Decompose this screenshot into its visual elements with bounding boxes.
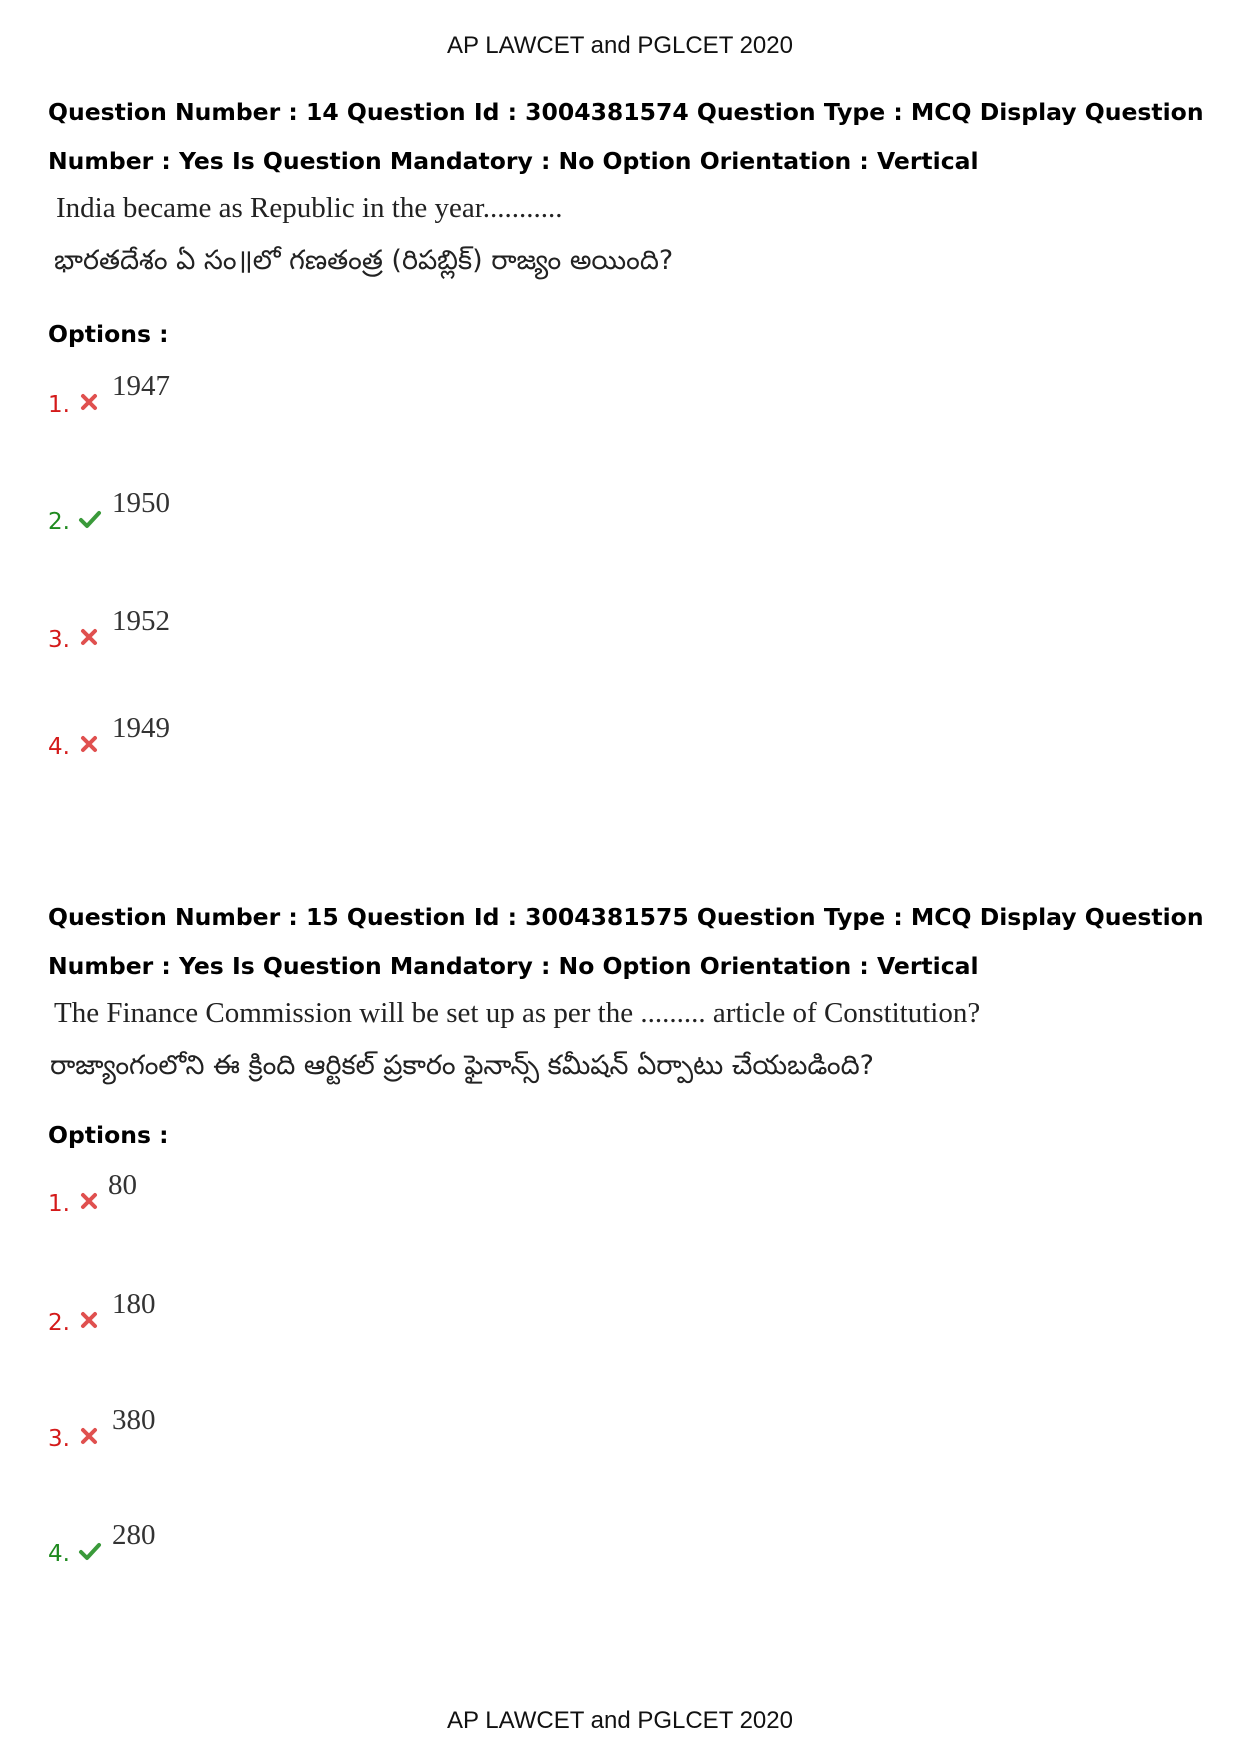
cross-icon	[78, 733, 100, 755]
cross-icon	[78, 626, 100, 648]
question-text-english: The Finance Commission will be set up as per the ......... article of Constitution?	[54, 997, 981, 1029]
check-icon	[76, 1540, 102, 1562]
option-number: 2.	[48, 1310, 70, 1336]
question-text-telugu: రాజ్యాంగంలోని ఈ క్రింది ఆర్టికల్ ప్రకారం ఫైనాన్స్ కమీషన్ ఏర్పాటు చేయబడింది?	[50, 1050, 875, 1081]
option-number: 4.	[48, 734, 70, 760]
option-value: 1949	[112, 712, 170, 744]
cross-icon	[78, 1309, 100, 1331]
option-number: 3.	[48, 1426, 70, 1452]
option-value: 380	[112, 1404, 156, 1436]
option-number: 3.	[48, 627, 70, 653]
question-text-telugu: భారతదేశం ఏ సం॥లో గణతంత్ర (రిపబ్లిక్) రాజ్యం అయింది?	[54, 245, 674, 276]
option-item	[48, 487, 448, 537]
option-value: 180	[112, 1288, 156, 1320]
cross-icon	[78, 1425, 100, 1447]
option-number: 2.	[48, 509, 70, 535]
option-item	[48, 605, 448, 655]
options-label: Options :	[48, 1121, 169, 1149]
option-item	[48, 1519, 448, 1569]
option-value: 1947	[112, 370, 170, 402]
option-item	[48, 1288, 448, 1338]
option-item	[48, 1169, 448, 1219]
option-value: 280	[112, 1519, 156, 1551]
option-number: 1.	[48, 1191, 70, 1217]
question-block	[48, 893, 1204, 1583]
cross-icon	[78, 391, 100, 413]
question-block	[48, 88, 1204, 760]
question-meta-line-2: Number : Yes Is Question Mandatory : No Option Orientation : Vertical	[48, 147, 979, 175]
option-item	[48, 712, 448, 762]
check-icon	[76, 508, 102, 530]
option-number: 4.	[48, 1541, 70, 1567]
question-text-english: India became as Republic in the year...........	[56, 192, 563, 224]
option-value: 1950	[112, 487, 170, 519]
option-item	[48, 1404, 448, 1454]
question-meta-line-1: Question Number : 15 Question Id : 3004381575 Question Type : MCQ Display Question	[48, 903, 1204, 931]
question-meta-line-2: Number : Yes Is Question Mandatory : No Option Orientation : Vertical	[48, 952, 979, 980]
cross-icon	[78, 1190, 100, 1212]
option-value: 1952	[112, 605, 170, 637]
options-label: Options :	[48, 320, 169, 348]
option-item	[48, 370, 448, 420]
page-header: AP LAWCET and PGLCET 2020	[447, 32, 793, 59]
option-value: 80	[108, 1169, 137, 1201]
question-meta-line-1: Question Number : 14 Question Id : 3004381574 Question Type : MCQ Display Question	[48, 98, 1204, 126]
option-number: 1.	[48, 392, 70, 418]
page-footer: AP LAWCET and PGLCET 2020	[447, 1707, 793, 1734]
